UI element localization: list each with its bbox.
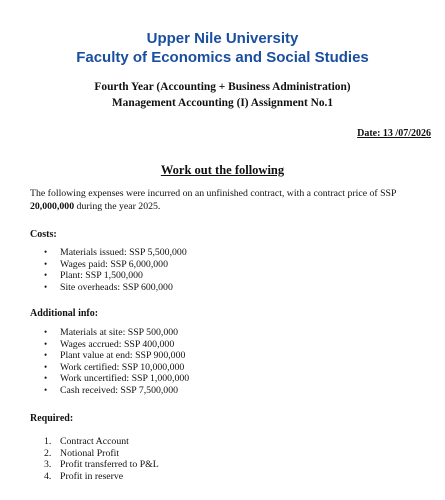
bullet-marker: • — [44, 384, 48, 395]
bullet-marker: • — [44, 327, 48, 337]
intro-paragraph — [30, 188, 430, 213]
additional-info-list — [30, 327, 189, 396]
list-item-text: Materials at site: SSP 500,000 — [60, 327, 179, 338]
intro-text: The following expenses were incurred on an unfinished contract, with a contract price of SSP — [30, 188, 397, 199]
number-marker: 4. — [44, 470, 52, 482]
list-item-text: Plant: SSP 1,500,000 — [60, 270, 143, 281]
additional-info-label: Additional info: — [30, 308, 99, 319]
course-line: Management Accounting (I) Assignment No.1 — [111, 97, 334, 109]
list-item-text: Wages accrued: SSP 400,000 — [60, 338, 175, 350]
required-list — [30, 436, 159, 482]
list-item — [30, 448, 159, 460]
bullet-marker: • — [44, 361, 48, 372]
list-item-text: Profit in reserve — [60, 470, 124, 482]
bullet-marker: • — [44, 270, 48, 280]
bullet-marker: • — [44, 247, 48, 257]
list-item — [30, 436, 159, 448]
list-item — [30, 385, 189, 397]
bullet-marker: • — [44, 373, 48, 383]
list-item-text: Work certified: SSP 10,000,000 — [60, 361, 185, 373]
bullet-marker: • — [44, 350, 48, 360]
list-item — [30, 471, 159, 483]
list-item — [30, 270, 187, 282]
list-item — [30, 339, 189, 351]
university-name: Upper Nile University — [146, 30, 299, 47]
costs-label: Costs: — [30, 229, 57, 240]
contract-price: 20,000,000 — [30, 200, 75, 212]
list-item — [30, 247, 187, 259]
bullet-marker: • — [44, 258, 48, 269]
list-item-text: Materials issued: SSP 5,500,000 — [60, 247, 187, 258]
required-label: Required: — [30, 413, 74, 424]
list-item — [30, 259, 187, 271]
date-label: Date: 13 /07/2026 — [357, 128, 431, 139]
list-item — [30, 327, 189, 339]
list-item-text: Plant value at end: SSP 900,000 — [60, 350, 186, 361]
list-item-text: Cash received: SSP 7,500,000 — [60, 384, 179, 396]
bullet-marker: • — [44, 281, 48, 292]
list-item-text: Site overheads: SSP 600,000 — [60, 281, 173, 293]
list-item-text: Notional Profit — [60, 447, 120, 459]
section-heading: Work out the following — [160, 163, 285, 177]
costs-list — [30, 247, 187, 293]
list-item-text: Profit transferred to P&L — [60, 459, 159, 470]
number-marker: 2. — [44, 447, 52, 459]
list-item — [30, 282, 187, 294]
number-marker: 1. — [44, 436, 52, 447]
list-item — [30, 350, 189, 362]
bullet-marker: • — [44, 338, 48, 349]
number-marker: 3. — [44, 459, 52, 470]
list-item — [30, 362, 189, 374]
year-line: Fourth Year (Accounting + Business Administration) — [94, 81, 351, 93]
list-item-text: Work uncertified: SSP 1,000,000 — [60, 373, 190, 384]
faculty-name: Faculty of Economics and Social Studies — [76, 49, 369, 66]
list-item — [30, 373, 189, 385]
list-item — [30, 459, 159, 471]
list-item-text: Contract Account — [60, 436, 129, 447]
intro-text-end: during the year 2025. — [74, 200, 161, 212]
list-item-text: Wages paid: SSP 6,000,000 — [60, 258, 168, 270]
